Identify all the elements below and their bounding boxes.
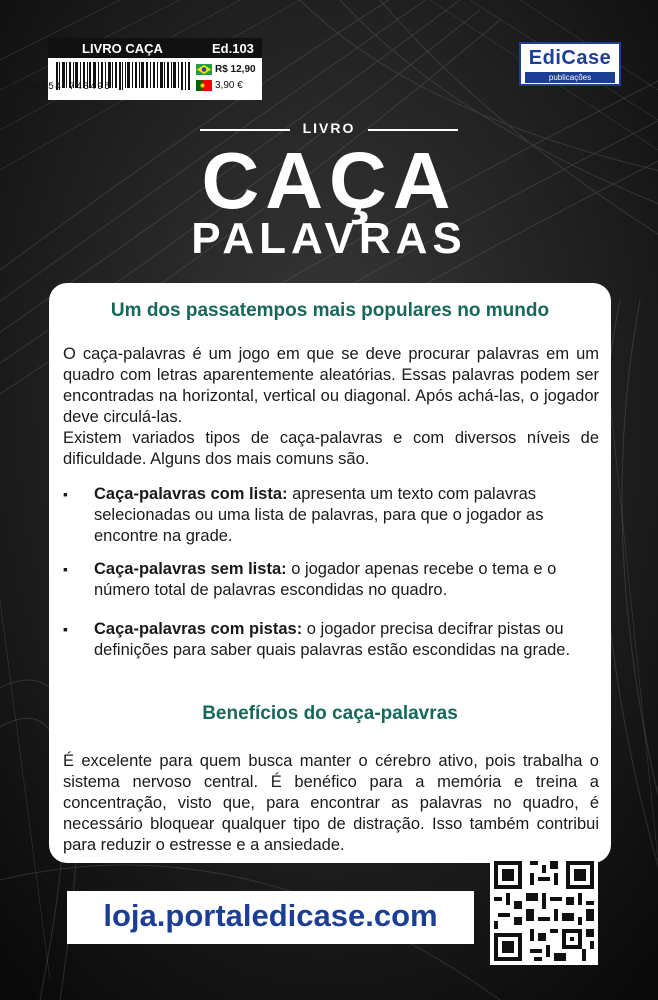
bullet-item-list [94,484,599,547]
price-brazil: R$ 12,90 [215,64,256,75]
publisher-subtitle: publicações [525,72,615,83]
bullet-item-no-list [94,559,599,601]
bullet-term: Caça-palavras com lista: [94,485,288,503]
bullet-marker: ▪ [63,621,68,637]
store-url-banner[interactable] [67,891,474,944]
heading-benefits: Benefícios do caça-palavras [202,703,458,724]
publisher-name: EdiCase [528,47,612,69]
qr-code[interactable] [490,857,598,965]
bullet-item-clues [94,619,599,661]
bullet-term: Caça-palavras com pistas: [94,620,303,638]
intro-paragraph-2: Existem variados tipos de caça-palavras e com diversos níveis de dificuldade. Alguns dos mais comuns são. [63,429,599,468]
intro-paragraph: O caça-palavras é um jogo em que se deve procurar palavras em um quadro com letras aparentemente aleatórias. Essas palavras podem ser encontradas na horizontal, vertical ou diagonal. Após achá-las, o jogador deve circulá-las. [63,345,599,426]
barcode-digits: 9 786554 743495 [6,82,112,93]
brazil-flag-icon [196,64,212,75]
bullet-marker: ▪ [63,561,68,577]
title-prefix: LIVRO [302,120,356,136]
content-card [49,283,611,863]
bullet-marker: ▪ [63,486,68,502]
store-url[interactable]: loja.portaledicase.com [103,898,438,933]
bullet-term: Caça-palavras sem lista: [94,560,287,578]
bullet-text: apresenta um texto com palavras selecionadas ou uma lista de palavras, para que o jogador as encontre na grade. [94,485,544,545]
bullet-text: o jogador precisa decifrar pistas ou definições para saber quais palavras estão escondidas na grade. [94,620,571,659]
edition-number: Ed.103 [212,41,254,56]
publisher-logo [519,42,621,86]
price-portugal: 3,90 € [215,80,243,91]
price-box-title: LIVRO CAÇA [82,41,163,56]
heading-popular: Um dos passatempos mais populares no mundo [110,300,550,321]
title-sub: PALAVRAS [191,214,467,263]
price-box-header [48,38,262,58]
portugal-flag-icon [196,80,212,91]
bullet-text: o jogador apenas recebe o tema e o número total de palavras escondidas no quadro. [94,560,557,599]
benefits-paragraph: É excelente para quem busca manter o cérebro ativo, pois trabalha o sistema nervoso central. É benéfico para a memória e treina a concentração, visto que, para encontrar as palavras no quadro, é necessário bloquear qualquer tipo de distração. Isso também contribui para reduzir o estresse e a ansiedade. [63,752,599,854]
title-main: CAÇA [201,136,457,225]
